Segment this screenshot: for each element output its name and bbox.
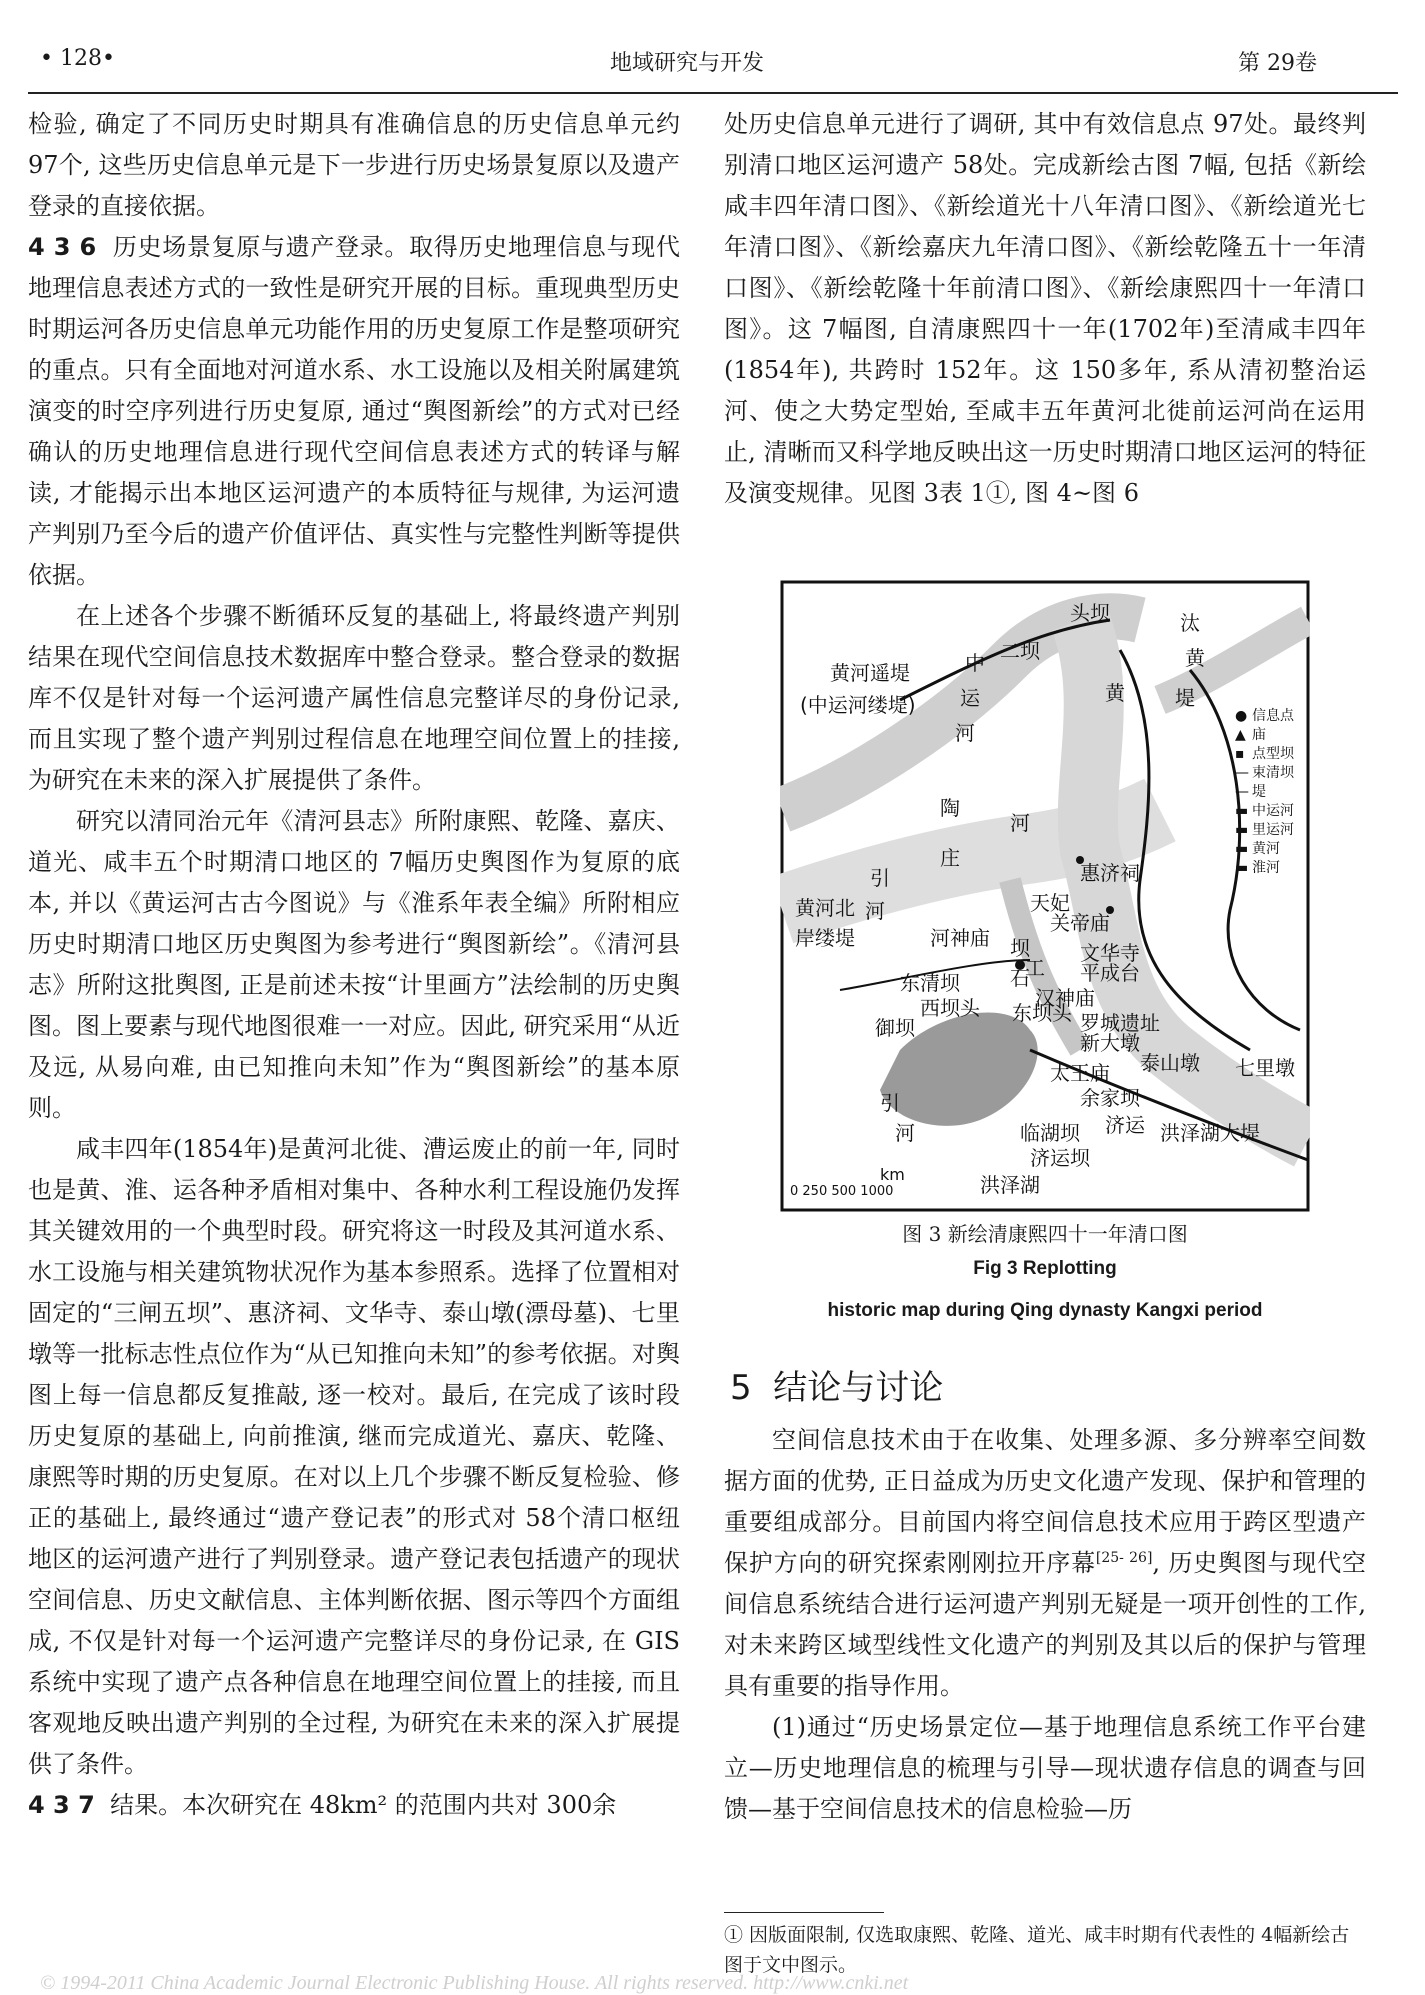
section-text: 历史场景复原与遗产登录。取得历史地理信息与现代地理信息表述方式的一致性是研究开展的目标。重现典型历史时期运河各历史信息单元功能作用的历史复原工作是整项研究的重点。只有全面地对河道水系、水工设施以及相关附属建筑演变的时空序列进行历史复原, 通过“舆图新绘”的方式对已经确认的历史地理信息进行现代空间信息表述方式的转译与解读, 才能揭示出本地区运河遗产的本质特征与规律, 为运河遗产判别乃至今后的遗产价值评估、真实性与完整性判断等提供依据。 bbox=[28, 233, 680, 589]
map-label: 御坝 bbox=[875, 1016, 915, 1040]
legend-symbol: ▪ bbox=[1235, 746, 1245, 762]
section-number: 4 3 6 bbox=[28, 233, 97, 261]
map-label: 坝 bbox=[1010, 936, 1030, 960]
map-label: 惠济祠 bbox=[1080, 861, 1140, 885]
legend-label: 里运河 bbox=[1252, 822, 1294, 838]
map-label: 头坝 bbox=[1070, 601, 1110, 625]
map-label: 新大墩 bbox=[1080, 1031, 1140, 1055]
map-label: 东坝头 bbox=[1012, 1001, 1072, 1025]
legend-symbol: ● bbox=[1235, 708, 1248, 724]
map-label: 黄 bbox=[1185, 646, 1205, 670]
legend-symbol: — bbox=[1235, 784, 1249, 800]
map-label: 黄 bbox=[1105, 681, 1125, 705]
map-label: 河 bbox=[1010, 811, 1030, 835]
legend-symbol: ▲ bbox=[1235, 727, 1246, 743]
map-label: 岸缕堤 bbox=[795, 926, 855, 950]
figure-caption-en: historic map during Qing dynasty Kangxi period bbox=[827, 1300, 1263, 1321]
map-label: 东清坝 bbox=[900, 971, 960, 995]
section-5-heading bbox=[730, 1360, 943, 1409]
page-number: • 128• bbox=[40, 46, 115, 71]
map-label: 庄 bbox=[940, 846, 960, 870]
map-label: 洪泽湖 bbox=[980, 1173, 1040, 1197]
legend-symbol: ▬ bbox=[1235, 841, 1249, 857]
map-label: 堤 bbox=[1175, 686, 1195, 710]
map-label: 平成台 bbox=[1080, 961, 1140, 985]
citation: [25- 26] bbox=[1095, 1550, 1153, 1566]
legend-label: 点型坝 bbox=[1252, 746, 1294, 762]
map-label: 七里墩 bbox=[1235, 1056, 1295, 1080]
legend-symbol: — bbox=[1235, 765, 1249, 781]
map-label: 河 bbox=[955, 721, 975, 745]
copyright-watermark: © 1994-2011 China Academic Journal Electronic Publishing House. All rights reserved. http://www.cnki.net bbox=[40, 1972, 909, 1994]
legend-label: 庙 bbox=[1252, 727, 1266, 743]
section-4-3-6 bbox=[28, 227, 680, 596]
section-number: 5 bbox=[730, 1368, 752, 1408]
paragraph: 检验, 确定了不同历史时期具有准确信息的历史信息单元约 97个, 这些历史信息单元是下一步进行历史场景复原以及遗产登录的直接依据。 bbox=[28, 110, 680, 220]
map-label: 西坝头 bbox=[920, 996, 980, 1020]
section-title: 结论与讨论 bbox=[773, 1368, 944, 1408]
section-4-3-7 bbox=[28, 1785, 680, 1826]
figure-caption-zh: 图 3 新绘清康熙四十一年清口图 bbox=[902, 1222, 1188, 1246]
legend-symbol: ▬ bbox=[1235, 822, 1249, 838]
paragraph: 研究以清同治元年《清河县志》所附康熙、乾隆、嘉庆、道光、咸丰五个时期清口地区的 7幅历史舆图作为复原的底本, 并以《黄运河古古今图说》与《淮系年表全编》所附相应历史时期清口地区历史舆图为参考进行“舆图新绘”。《清河县志》所附这批舆图, 正是前述未按“计里画方”法绘制的历史舆图。图上要素与现代地图很难一一对应。因此, 研究采用“从近及远, 从易向难, 由已知推向未知”作为“舆图新绘”的基本原则。 bbox=[28, 807, 680, 1122]
right-column-top bbox=[724, 104, 1366, 514]
map-label: 天妃 bbox=[1030, 891, 1070, 915]
paragraph-text: , 历史舆图与现代空间信息系统结合进行运河遗产判别无疑是一项开创性的工作, 对未来跨区域型线性文化遗产的判别及其以后的保护与管理具有重要的指导作用。 bbox=[724, 1549, 1366, 1700]
map-label: 关帝庙 bbox=[1050, 911, 1110, 935]
section-text: 结果。本次研究在 48km² 的范围内共对 300余 bbox=[110, 1791, 617, 1819]
map-label: 文华寺 bbox=[1080, 941, 1140, 965]
section-number: 4 3 7 bbox=[28, 1791, 95, 1819]
legend-label: 中运河 bbox=[1252, 803, 1294, 819]
paragraph-text: 空间信息技术由于在收集、处理多源、多分辨率空间数据方面的优势, 正日益成为历史文化遗产发现、保护和管理的重要组成部分。目前国内将空间信息技术应用于跨区型遗产保护方向的研究探索刚刚拉开序幕 bbox=[724, 1426, 1366, 1577]
map-label: 0 250 500 1000 bbox=[790, 1184, 894, 1199]
paragraph: 在上述各个步骤不断循环反复的基础上, 将最终遗产判别结果在现代空间信息技术数据库中整合登录。整合登录的数据库不仅是针对每一个运河遗产属性信息完整详尽的身份记录, 而且实现了整个遗产判别过程信息在地理空间位置上的挂接, 为研究在未来的深入扩展提供了条件。 bbox=[28, 602, 680, 794]
figure-3-map bbox=[780, 580, 1310, 1212]
map-label: km bbox=[880, 1165, 905, 1184]
map-label: 中 bbox=[965, 651, 985, 675]
legend-symbol: ▬ bbox=[1235, 803, 1249, 819]
map-label: (中运河缕堤) bbox=[800, 693, 916, 717]
legend-label: 黄河 bbox=[1252, 841, 1280, 857]
paragraph: (1)通过“历史场景定位—基于地理信息系统工作平台建立—历史地理信息的梳理与引导—现状遗存信息的调查与回馈—基于空间信息技术的信息检验—历 bbox=[724, 1713, 1366, 1823]
map-label: 引 bbox=[880, 1091, 900, 1115]
header-rule bbox=[28, 92, 1398, 94]
figure-caption-en: Fig 3 Replotting bbox=[973, 1258, 1117, 1279]
map-label: 洪泽湖大堤 bbox=[1160, 1121, 1260, 1145]
map-label: 陶 bbox=[940, 796, 960, 820]
footnote: ① 因版面限制, 仅选取康熙、乾隆、道光、咸丰时期有代表性的 4幅新绘古图于文中图示。 bbox=[724, 1924, 1350, 1976]
legend-label: 束清坝 bbox=[1252, 765, 1294, 781]
map-label: 泰山墩 bbox=[1140, 1051, 1200, 1075]
map-label: 石 bbox=[1010, 966, 1030, 990]
volume-label: 第 29卷 bbox=[1238, 51, 1317, 76]
journal-name: 地域研究与开发 bbox=[610, 51, 765, 76]
map-label: 工 bbox=[1025, 956, 1045, 980]
legend-label: 堤 bbox=[1252, 784, 1266, 800]
map-label: 汉神庙 bbox=[1035, 986, 1095, 1010]
map-label: 河 bbox=[895, 1121, 915, 1145]
legend-label: 淮河 bbox=[1252, 860, 1280, 876]
map-svg bbox=[780, 580, 1310, 1212]
map-label: 临湖坝 bbox=[1020, 1121, 1080, 1145]
left-column bbox=[28, 104, 680, 1826]
map-label: 余家坝 bbox=[1080, 1086, 1140, 1110]
map-label: 二坝 bbox=[1000, 639, 1040, 663]
map-label: 运 bbox=[960, 686, 980, 710]
map-label: 太王庙 bbox=[1050, 1061, 1110, 1085]
map-label: 黄河北 bbox=[795, 896, 855, 920]
map-label: 汰 bbox=[1180, 611, 1200, 635]
legend-label: 信息点 bbox=[1252, 708, 1294, 724]
paragraph: 咸丰四年(1854年)是黄河北徙、漕运废止的前一年, 同时也是黄、淮、运各种矛盾相对集中、各种水利工程设施仍发挥其关键效用的一个典型时段。研究将这一时段及其河道水系、水工设施与相关建筑物状况作为基本参照系。选择了位置相对固定的“三闸五坝”、惠济祠、文华寺、泰山墩(漂母墓)、七里墩等一批标志性点位作为“从已知推向未知”的参考依据。对舆图上每一信息都反复推敲, 逐一校对。最后, 在完成了该时段历史复原的基础上, 向前推演, 继而完成道光、嘉庆、乾隆、康熙等时期的历史复原。在对以上几个步骤不断反复检验、修正的基础上, 最终通过“遗产登记表”的形式对 58个清口枢纽地区的运河遗产进行了判别登录。遗产登记表包括遗产的现状空间信息、历史文献信息、主体判断依据、图示等四个方面组成, 不仅是针对每一个运河遗产完整详尽的身份记录, 在 GIS系统中实现了遗产点各种信息在地理空间位置上的挂接, 而且客观地反映出遗产判别的全过程, 为研究在未来的深入扩展提供了条件。 bbox=[28, 1135, 680, 1778]
legend-symbol: ▬ bbox=[1235, 860, 1249, 876]
paragraph bbox=[724, 1420, 1366, 1707]
map-label: 河 bbox=[865, 899, 885, 923]
map-label: 河神庙 bbox=[930, 926, 990, 950]
paragraph: 处历史信息单元进行了调研, 其中有效信息点 97处。最终判别清口地区运河遗产 58处。完成新绘古图 7幅, 包括《新绘咸丰四年清口图》、《新绘道光十八年清口图》、《新绘道光七年清口图》、《新绘嘉庆九年清口图》、《新绘乾隆五十一年清口图》、《新绘乾隆十年前清口图》、《新绘康熙四十一年清口图》。这 7幅图, 自清康熙四十一年(1702年)至清咸丰四年(1854年), 共跨时 152年。这 150多年, 系从清初整治运河、使之大势定型始, 至咸丰五年黄河北徙前运河尚在运用止, 清晰而又科学地反映出这一历史时期清口地区运河的特征及演变规律。见图 3表 1①, 图 4~图 6 bbox=[724, 110, 1366, 507]
map-label: 济运坝 bbox=[1030, 1146, 1090, 1170]
footnote-rule bbox=[724, 1912, 884, 1913]
right-column-bottom bbox=[724, 1420, 1366, 1830]
map-label: 引 bbox=[870, 866, 890, 890]
map-label: 黄河遥堤 bbox=[830, 661, 910, 685]
map-label: 济运 bbox=[1105, 1113, 1145, 1137]
map-label: 罗城遗址 bbox=[1080, 1011, 1160, 1035]
